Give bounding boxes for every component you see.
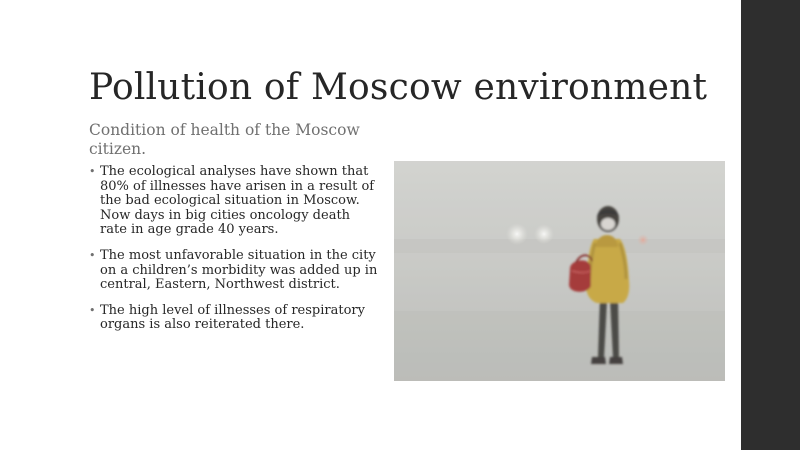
bullet-text: The ecological analyses have shown that 80% of illnesses have arisen in a result of the bad ecological situation in Moscow. Now days in big cities oncology death rate in age grade 40 years. <box>100 164 375 238</box>
bullet-item <box>89 304 379 333</box>
slide-subtitle: Condition of health of the Moscow citizen. <box>89 121 360 158</box>
slide-title: Pollution of Moscow environment <box>89 67 708 108</box>
bullet-dot-icon: • <box>89 248 96 262</box>
decorative-side-bar <box>741 0 800 450</box>
bullet-text: The high level of illnesses of respiratory organs is also reiterated there. <box>100 302 365 333</box>
bullet-item <box>89 165 379 238</box>
bullet-dot-icon: • <box>89 165 96 178</box>
bullet-item <box>89 249 379 293</box>
smog-person-photo <box>394 161 725 381</box>
bullet-text: The most unfavorable situation in the city on a children’s morbidity was added up in central, Eastern, Northwest district. <box>100 247 378 293</box>
bullet-list <box>89 165 379 344</box>
bullet-dot-icon: • <box>89 303 96 317</box>
